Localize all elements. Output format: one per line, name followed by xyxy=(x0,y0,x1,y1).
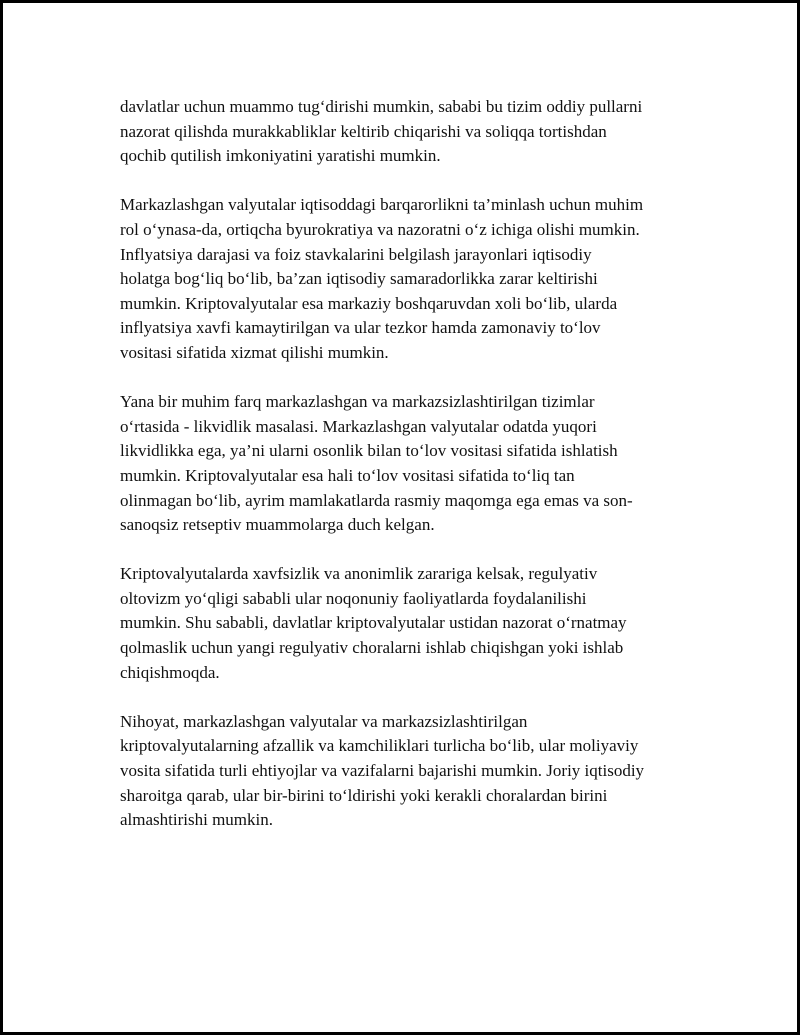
paragraph-5: Nihoyat, markazlashgan valyutalar va markazsizlashtirilgan kriptovalyutalarning afzallik va kamchiliklari turlicha bo‘lib, ular moliyaviy vosita sifatida turli ehtiyojlar va vazifalarni bajarishi mumkin. Joriy iqtisodiy sharoitga qarab, ular bir-birini to‘ldirishi yoki kerakli choralardan birini almashtirishi mumkin. xyxy=(120,711,645,830)
paragraph-4: Kriptovalyutalarda xavfsizlik va anonimlik zarariga kelsak, regulyativ oltovizm yo‘qligi sababli ular noqonuniy faoliyatlarda foydalanilishi mumkin. Shu sababli, davlatlar kriptovalyutalar ustidan nazorat o‘rnatmay qolmaslik uchun yangi regulyativ choralarni ishlab chiqishgan yoki ishlab chiqishmoqda. xyxy=(120,564,627,682)
document-body xyxy=(120,95,695,857)
paragraph-1: davlatlar uchun muammo tug‘dirishi mumkin, sababi bu tizim oddiy pullarni nazorat qilishda murakkabliklar keltirib chiqarishi va soliqqa tortishdan qochib qutilish imkoniyatini yaratishi mumkin. xyxy=(120,97,643,166)
paragraph-2: Markazlashgan valyutalar iqtisoddagi barqarorlikni ta’minlash uchun muhim rol o‘ynasa-da, ortiqcha byurokratiya va nazoratni o‘z ichiga olishi mumkin. Inflyatsiya darajasi va foiz stavkalarini belgilash jarayonlari iqtisodiy holatga bog‘liq bo‘lib, ba’zan iqtisodiy samaradorlikka zarar keltirishi mumkin. Kriptovalyutalar esa markaziy boshqaruvdan xoli bo‘lib, ularda inflyatsiya xavfi kamaytirilgan va ular tezkor hamda zamonaviy to‘lov vositasi sifatida xizmat qilishi mumkin. xyxy=(120,195,644,362)
paragraph-3: Yana bir muhim farq markazlashgan va markazsizlashtirilgan tizimlar o‘rtasida - likvidlik masalasi. Markazlashgan valyutalar odatda yuqori likvidlikka ega, ya’ni ularni osonlik bilan to‘lov vositasi sifatida ishlatish mumkin. Kriptovalyutalar esa hali to‘lov vositasi sifatida to‘liq tan olinmagan bo‘lib, ayrim mamlakatlarda rasmiy maqomga ega emas va son- sanoqsiz retseptiv muammolarga duch kelgan. xyxy=(120,392,633,535)
